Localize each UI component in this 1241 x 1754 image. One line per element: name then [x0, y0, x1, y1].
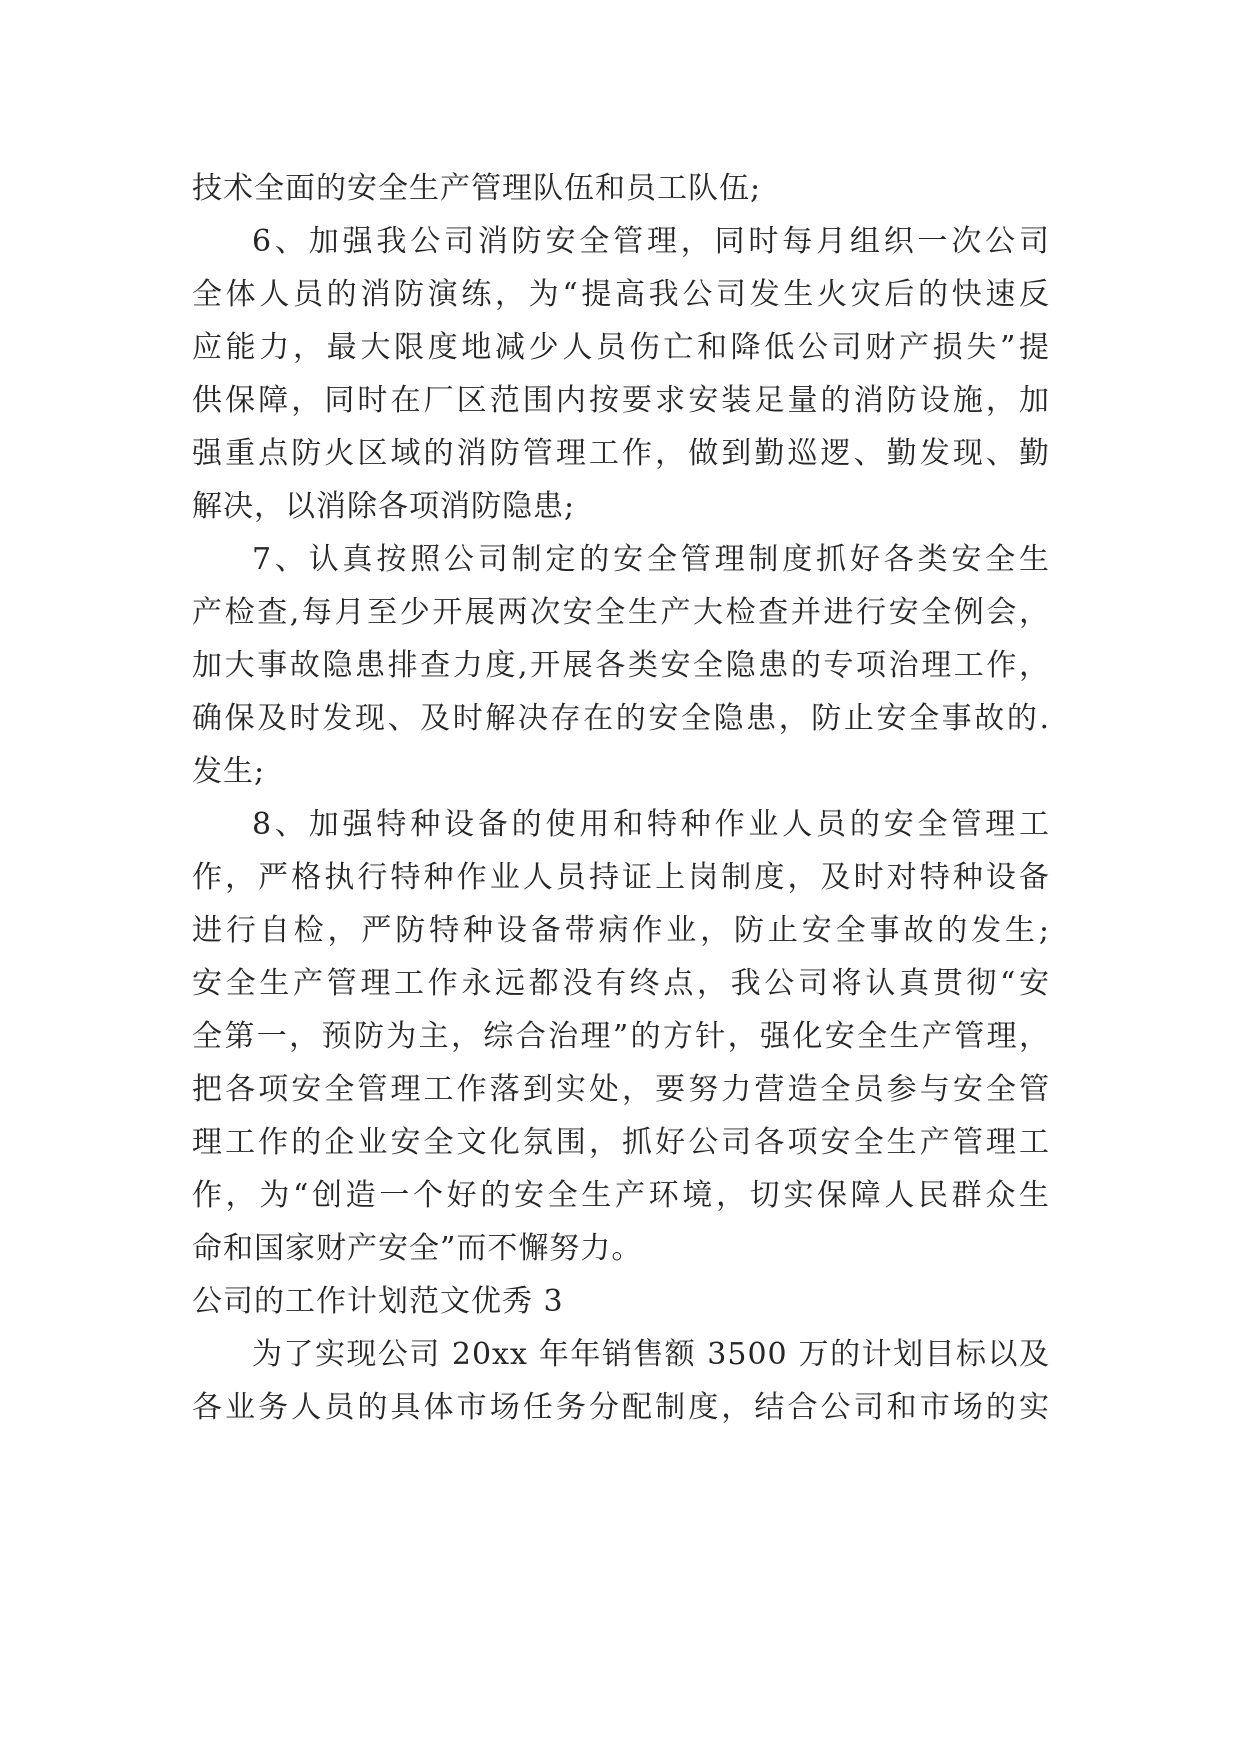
- text-line: 解决，以消除各项消防隐患;: [192, 489, 576, 524]
- text-line: 作，严格执行特种作业人员持证上岗制度，及时对特种设备: [192, 860, 1050, 895]
- text-line: 供保障，同时在厂区范围内按要求安装足量的消防设施，加: [192, 383, 1050, 418]
- paragraph-block: [192, 1328, 1050, 1434]
- text-line: 6、加强我公司消防安全管理，同时每月组织一次公司: [252, 224, 1050, 259]
- text-line: 进行自检，严防特种设备带病作业，防止安全事故的发生;: [192, 913, 1050, 948]
- text-line: 全体人员的消防演练，为“提高我公司发生火灾后的快速反: [192, 277, 1050, 312]
- text-line: 发生;: [192, 754, 266, 789]
- text-line: 作，为“创造一个好的安全生产环境，切实保障人民群众生: [192, 1178, 1050, 1213]
- text-line: 应能力，最大限度地减少人员伤亡和降低公司财产损失”提: [192, 330, 1050, 365]
- text-line: 安全生产管理工作永远都没有终点，我公司将认真贯彻“安: [192, 966, 1050, 1001]
- text-line: 命和国家财产安全”而不懈努力。: [192, 1231, 643, 1266]
- text-line: 产检查,每月至少开展两次安全生产大检查并进行安全例会，: [192, 595, 1050, 630]
- text-line: 技术全面的安全生产管理队伍和员工队伍;: [192, 171, 762, 206]
- text-line: 7、认真按照公司制定的安全管理制度抓好各类安全生: [252, 542, 1050, 577]
- text-line: 把各项安全管理工作落到实处，要努力营造全员参与安全管: [192, 1072, 1050, 1107]
- text-line: 为了实现公司 20xx 年年销售额 3500 万的计划目标以及: [252, 1337, 1050, 1372]
- section-heading: 公司的工作计划范文优秀 3: [192, 1284, 564, 1319]
- text-line: 理工作的企业安全文化氛围，抓好公司各项安全生产管理工: [192, 1125, 1050, 1160]
- document-body: [192, 162, 1050, 1434]
- text-line: 各业务人员的具体市场任务分配制度，结合公司和市场的实: [192, 1390, 1050, 1425]
- text-line: 加大事故隐患排查力度,开展各类安全隐患的专项治理工作，: [192, 648, 1050, 683]
- text-line: 强重点防火区域的消防管理工作，做到勤巡逻、勤发现、勤: [192, 436, 1050, 471]
- text-line: 8、加强特种设备的使用和特种作业人员的安全管理工: [252, 807, 1050, 842]
- paragraph-block: [192, 162, 1050, 1275]
- text-line: 全第一，预防为主，综合治理”的方针，强化安全生产管理，: [192, 1019, 1050, 1054]
- text-line: 确保及时发现、及时解决存在的安全隐患，防止安全事故的.: [192, 701, 1050, 736]
